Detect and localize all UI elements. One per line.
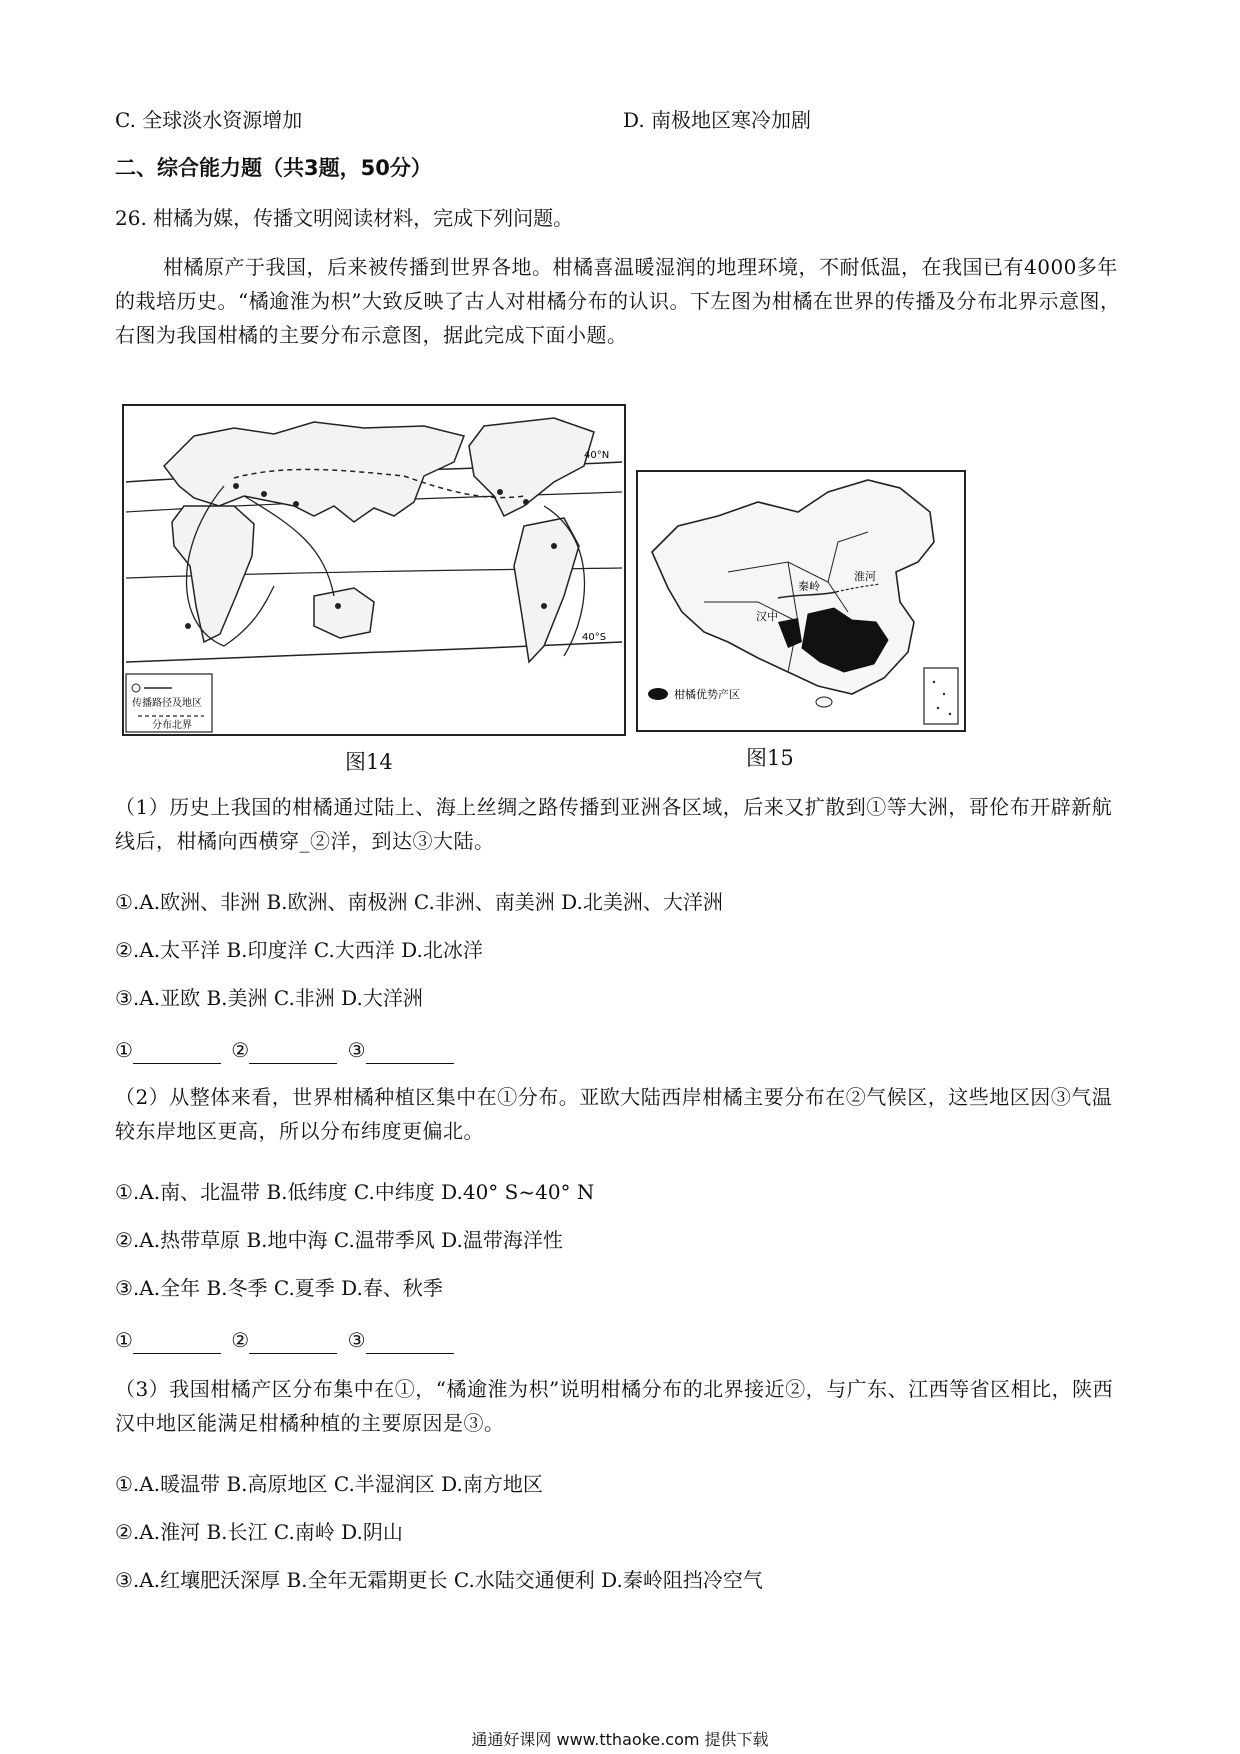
part2-option-3: ③.A.全年 B.冬季 C.夏季 D.春、秋季 (115, 1276, 443, 1300)
answer-blank-3[interactable] (366, 1335, 454, 1354)
section-title: 二、综合能力题（共3题，50分） (115, 156, 432, 180)
page-footer: 通通好课网 www.tthaoke.com 提供下载 (471, 1730, 769, 1749)
part3-option-2: ②.A.淮河 B.长江 C.南岭 D.阴山 (115, 1520, 403, 1544)
part2-option-1: ①.A.南、北温带 B.低纬度 C.中纬度 D.40° S~40° N (115, 1180, 595, 1204)
part2-stem: （2）从整体来看，世界柑橘种植区集中在①分布。亚欧大陆西岸柑橘主要分布在②气候区，这些地区因③气温较东岸地区更高，所以分布纬度更偏北。 (115, 1085, 1113, 1143)
part1-option-2: ②.A.太平洋 B.印度洋 C.大西洋 D.北冰洋 (115, 938, 483, 962)
blank-1-mark: ① (115, 1328, 133, 1352)
china-map-figure (636, 470, 966, 732)
figure-15-caption: 图15 (746, 746, 794, 770)
legend-boundary-label: 分布北界 (152, 720, 192, 731)
part3-option-1: ①.A.暖温带 B.高原地区 C.半湿润区 D.南方地区 (115, 1472, 543, 1496)
label-40s: 40°S (582, 632, 607, 643)
part2-answer-blanks (115, 1326, 458, 1354)
part3-option-3: ③.A.红壤肥沃深厚 B.全年无霜期更长 C.水陆交通便利 D.秦岭阻挡冷空气 (115, 1568, 763, 1592)
world-map-figure (122, 404, 626, 736)
part1-option-3: ③.A.亚欧 B.美洲 C.非洲 D.大洋洲 (115, 986, 423, 1010)
part1-option-1: ①.A.欧洲、非洲 B.欧洲、南极洲 C.非洲、南美洲 D.北美洲、大洋洲 (115, 890, 723, 914)
china-map-svg (638, 472, 964, 730)
label-huaihe: 淮河 (854, 570, 876, 583)
label-qinling: 秦岭 (798, 580, 820, 593)
blank-2-mark: ② (231, 1038, 250, 1062)
answer-blank-2[interactable] (249, 1335, 337, 1354)
legend-citrus-swatch (648, 688, 668, 700)
blank-3-mark: ③ (347, 1328, 366, 1352)
part3-stem: （3）我国柑橘产区分布集中在①，“橘逾淮为枳”说明柑橘分布的北界接近②，与广东、江西等省区相比，陕西汉中地区能满足柑橘种植的主要原因是③。 (115, 1377, 1114, 1435)
blank-3-mark: ③ (347, 1038, 366, 1062)
option-c: C. 全球淡水资源增加 (115, 108, 303, 132)
part1-stem: （1）历史上我国的柑橘通过陆上、海上丝绸之路传播到亚洲各区域，后来又扩散到①等大洲，哥伦布开辟新航线后，柑橘向西横穿_②洋，到达③大陆。 (115, 795, 1113, 853)
option-d: D. 南极地区寒冷加剧 (623, 108, 812, 132)
label-hanzhong: 汉中 (756, 610, 778, 623)
answer-blank-1[interactable] (133, 1335, 221, 1354)
material-paragraph: 柑橘原产于我国，后来被传播到世界各地。柑橘喜温暖湿润的地理环境，不耐低温，在我国已有4000多年的栽培历史。“橘逾淮为枳”大致反映了古人对柑橘分布的认识。下左图为柑橘在世界的传播及分布北界示意图，右图为我国柑橘的主要分布示意图，据此完成下面小题。 (115, 255, 1121, 347)
blank-1-mark: ① (115, 1038, 133, 1062)
question-stem: 26. 柑橘为媒，传播文明阅读材料，完成下列问题。 (115, 206, 574, 230)
south-china-sea-inset (924, 668, 958, 724)
answer-blank-2[interactable] (249, 1045, 337, 1064)
part1-answer-blanks (115, 1036, 458, 1064)
blank-2-mark: ② (231, 1328, 250, 1352)
answer-blank-3[interactable] (366, 1045, 454, 1064)
legend-route-label: 传播路径及地区 (132, 698, 202, 709)
part2-option-2: ②.A.热带草原 B.地中海 C.温带季风 D.温带海洋性 (115, 1228, 563, 1252)
legend-citrus-label: 柑橘优势产区 (674, 688, 740, 701)
figure-14-caption: 图14 (345, 750, 393, 774)
world-map-svg (124, 406, 624, 734)
answer-blank-1[interactable] (133, 1045, 221, 1064)
label-40n: 40°N (584, 450, 610, 461)
